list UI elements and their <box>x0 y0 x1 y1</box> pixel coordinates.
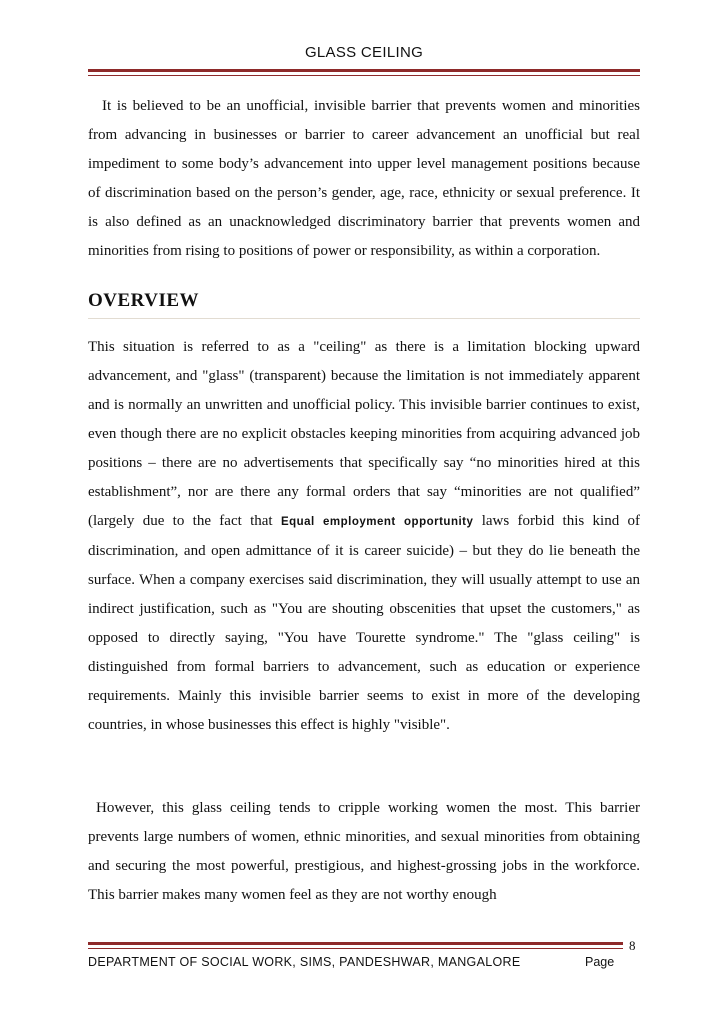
header-rule-thick <box>88 69 640 72</box>
overview-paragraph-1 <box>88 333 640 740</box>
section-heading-overview: OVERVIEW <box>88 290 200 311</box>
header-rule-thin <box>88 75 640 76</box>
intro-paragraph: It is believed to be an unofficial, invisible barrier that prevents women and minorities from advancing in businesses or barrier to career advancement an unofficial but real impediment to some body’s advancement into upper level management positions because of discrimination based on the person’s gender, age, race, ethnicity or sexual preference. It is also defined as an unacknowledged discriminatory barrier that prevents women and minorities from rising to positions of power or responsibility, as within a corporation. <box>88 98 640 259</box>
footer-page-number: 8 <box>629 938 636 953</box>
page-header-title: GLASS CEILING <box>304 44 424 61</box>
overview-paragraph-2: However, this glass ceiling tends to cripple working women the most. This barrier prevents large numbers of women, ethnic minorities, and sexual minorities from obtaining and securing the most powerful, prestigious, and highest-grossing jobs in the workforce. This barrier makes many women feel as they are not worthy enough <box>88 800 640 903</box>
footer-rule-thin <box>88 948 623 949</box>
overview-paragraph-1-part-1: This situation is referred to as a "ceiling" as there is a limitation blocking upward advancement, and "glass" (transparent) because the limitation is not immediately apparent and is normally an unwritten and unofficial policy. This invisible barrier continues to exist, even though there are no explicit obstacles keeping minorities from acquiring advanced job positions – there are no advertisements that specifically say “no minorities hired at this establishment”, nor are there any formal orders that say “minorities are not qualified” (largely due to the fact that <box>88 339 640 529</box>
equal-employment-opportunity-term: Equal employment opportunity <box>280 516 474 528</box>
footer-page-label: Page <box>585 955 615 969</box>
heading-underline <box>88 318 640 319</box>
footer-rule-thick <box>88 942 623 945</box>
footer-department: DEPARTMENT OF SOCIAL WORK, SIMS, PANDESHWAR, MANGALORE <box>88 955 521 969</box>
overview-paragraph-1-part-2: laws forbid this kind of discrimination, and open admittance of it is career suicide) – but they do lie beneath the surface. When a company exercises said discrimination, they will usually attempt to use an indirect justification, such as "You are shouting obscenities that upset the customers," as opposed to directly saying, "You have Tourette syndrome." The "glass ceiling" is distinguished from formal barriers to advancement, such as education or experience requirements. Mainly this invisible barrier seems to exist in more of the developing countries, in whose businesses this effect is highly "visible". <box>88 513 641 733</box>
